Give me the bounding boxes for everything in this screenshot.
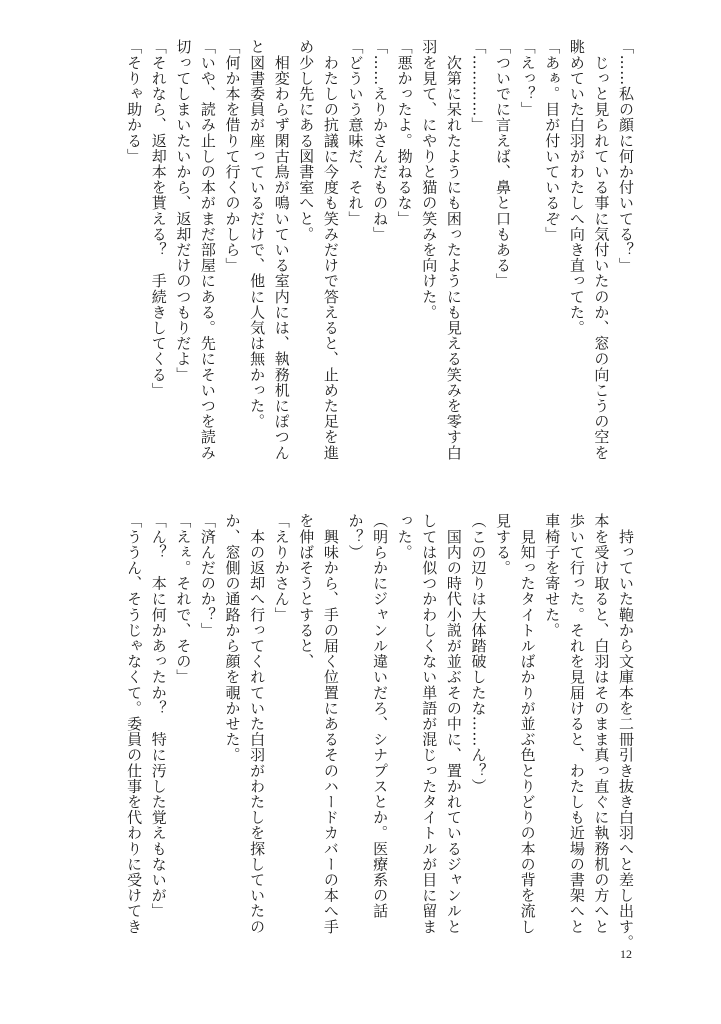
text-line: 国内の時代小説が並ぶその中に、置かれているジャンルと [444, 513, 463, 935]
text-line: った。 [395, 513, 414, 560]
text-line: 「済んだのか？」 [198, 513, 217, 638]
text-line: 「……私の顔に何か付いてる？」 [617, 39, 635, 273]
text-line: 「あぁ。目が付いているぞ」 [543, 39, 562, 242]
text-line: 「ううん、そうじゃなくて。委員の仕事を代わりに受けてき [125, 513, 144, 935]
text-line: 見する。 [494, 513, 513, 576]
text-line: わたしの抗議に今度も笑みだけで答えると、止めた足を進 [321, 39, 340, 461]
text-line: しては似つかわしくない単語が混じったタイトルが目に留ま [420, 513, 439, 935]
text-line: 本の返却へ行ってくれていた白羽がわたしを探していたの [248, 513, 267, 935]
text-line: 「悪かったよ。拗ねるな」 [395, 39, 414, 227]
lower-text-block [122, 513, 638, 950]
text-line: 歩いて行った。それを見届けると、わたしも近場の書架へと [567, 513, 586, 935]
text-line: 興味から、手の届く位置にあるそのハードカバーの本へ手 [321, 513, 340, 935]
text-line: か？） [346, 513, 365, 560]
text-line: 見知ったタイトルばかりが並ぶ色とりどりの本の背を流し [518, 513, 537, 935]
upper-text-block [122, 39, 638, 469]
text-line: 次第に呆れたようにも困ったようにも見える笑みを零す白 [444, 39, 463, 461]
text-line: か、窓側の通路から顔を覗かせた。 [223, 513, 242, 763]
text-line: 「それなら、返却本を貰える？ 手続きしてくる」 [149, 39, 168, 398]
text-line: 「どういう意味だ、それ」 [346, 39, 365, 227]
text-line: 眺めていた白羽がわたしへ向き直ってた。 [567, 39, 586, 336]
text-line: 「えぇ。それで、その」 [174, 513, 193, 685]
text-line: 車椅子を寄せた。 [543, 513, 562, 638]
text-line: 「えりかさん」 [272, 513, 291, 623]
text-line: （明らかにジャンル違いだろ、シナプスとか。医療系の話 [371, 513, 390, 919]
text-line: 相変わらず閑古鳥が鳴いている室内には、執務机にぽつん [272, 39, 291, 461]
text-line: 「何か本を借りて行くのかしら」 [223, 39, 242, 273]
text-line: 「いや、読み止しの本がまだ部屋にある。先にそいつを読み [198, 39, 217, 461]
text-line: 本を受け取ると、白羽はそのまま真っ直ぐに執務机の方へと [592, 513, 611, 935]
text-line: 「ん？ 本に何かあったか？ 特に汚した覚えもないが」 [149, 513, 168, 919]
text-line: じっと見られている事に気付いたのか、窓の向こうの空を [592, 39, 611, 461]
page-number: 12 [620, 947, 632, 961]
text-line: 「ついでに言えば、鼻と口もある」 [494, 39, 513, 289]
text-line: 「……えりかさんだものね」 [371, 39, 390, 242]
text-line: 「…………」 [469, 39, 488, 133]
text-line: 持っていた鞄から文庫本を二冊引き抜き白羽へと差し出す。 [617, 513, 635, 950]
text-line: 「えっ？」 [518, 39, 537, 117]
text-line: 「そりゃ助かる」 [125, 39, 144, 164]
text-line: を伸ばそうとすると、 [297, 513, 316, 669]
text-line: （この辺りは大体踏破したな……ん？） [469, 513, 488, 794]
text-line: 切ってしまいたいから、返却だけのつもりだよ」 [174, 39, 193, 383]
text-line: と図書委員が座っているだけで、他に人気は無かった。 [248, 39, 267, 429]
text-line: 羽を見て、にやりと猫の笑みを向けた。 [420, 39, 439, 320]
text-line: め少し先にある図書室へと。 [297, 39, 316, 242]
